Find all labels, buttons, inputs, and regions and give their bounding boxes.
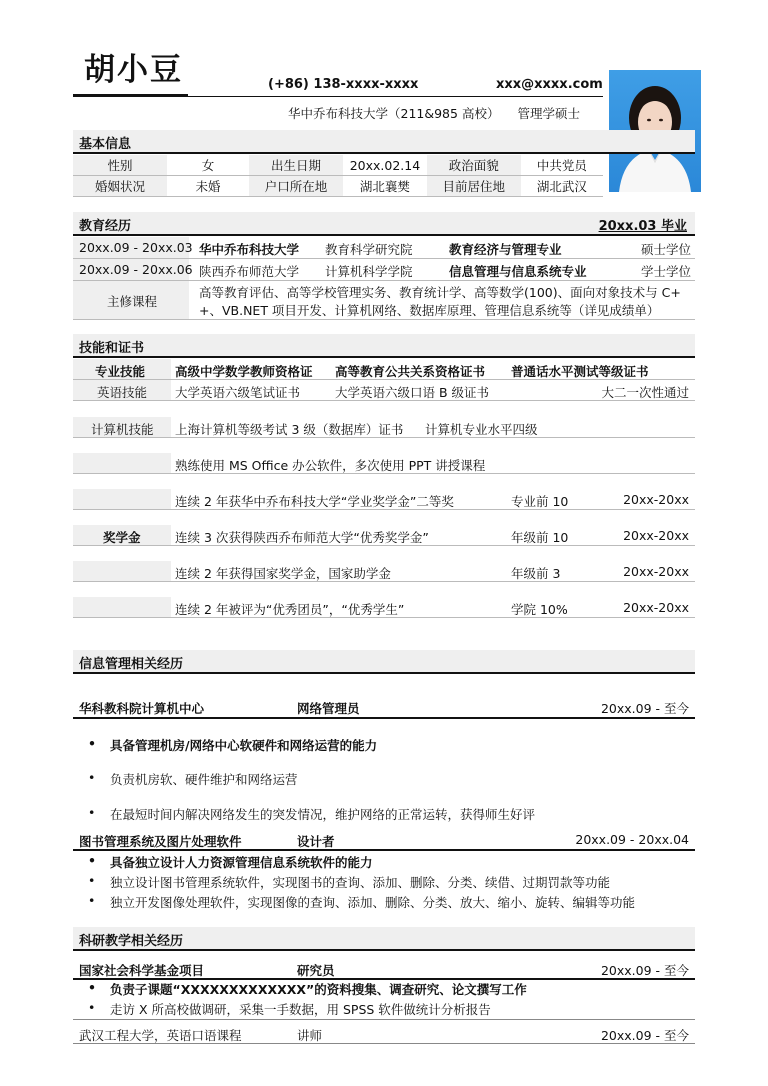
edu-date: 20xx.09 - 20xx.06: [79, 262, 193, 277]
list-item: • 走访 X 所高校做调研，采集一手数据，用 SPSS 软件做统计分析报告: [94, 1000, 491, 1018]
education-row: [73, 259, 695, 280]
list-item: • 在最短时间内解决网络发生的突发情况，维护网络的正常运转，获得师生好评: [94, 805, 535, 823]
value-cell: 湖北襄樊: [343, 176, 427, 197]
job-org: 图书管理系统及图片处理软件: [79, 834, 242, 849]
computer-label: 计算机技能: [91, 422, 154, 437]
divider: [73, 473, 695, 474]
section-skills: [73, 334, 695, 358]
computer-cert: 计算机专业水平四级: [425, 422, 538, 437]
divider: [73, 717, 695, 719]
divider: [73, 1019, 695, 1020]
computer-row: [73, 453, 695, 473]
award-row: [73, 489, 695, 509]
job-role: 设计者: [297, 834, 335, 849]
section-title: 技能和证书: [79, 341, 145, 356]
value-cell: 湖北武汉: [521, 176, 603, 197]
award-date: 20xx-20xx: [623, 600, 689, 615]
edu-dept: 计算机科学学院: [325, 264, 413, 279]
list-item: • 独立开发图像处理软件，实现图像的查询、添加、删除、分类、放大、缩小、旋转、编辑等功能: [94, 893, 635, 911]
english-cert: 大学英语六级笔试证书: [175, 385, 301, 400]
computer-cert: 上海计算机等级考试 3 级（数据库）证书: [175, 422, 404, 437]
list-item: • 负责子课题“XXXXXXXXXXXXX”的资料搜集、调查研究、论文撰写工作: [94, 980, 527, 998]
courses-label: 主修课程: [107, 294, 158, 309]
award-date: 20xx-20xx: [623, 564, 689, 579]
job-date: 20xx.09 - 至今: [600, 701, 689, 716]
divider: [73, 617, 695, 618]
label-cell: 性别: [73, 155, 167, 176]
section-info-management: [73, 650, 695, 674]
award-rank: 年级前 3: [511, 566, 561, 581]
edu-degree: 硕士学位: [640, 242, 691, 257]
job-header: [73, 829, 695, 849]
label-cell: 婚姻状况: [73, 176, 167, 197]
divider: [73, 437, 695, 438]
computer-skill: 熟练使用 MS Office 办公软件，多次使用 PPT 讲授课程: [175, 458, 486, 473]
english-cert: 大学英语六级口语 B 级证书: [335, 385, 490, 400]
edu-school: 华中乔布科技大学: [199, 242, 300, 257]
section-title: 基本信息: [79, 137, 132, 152]
job-role: 研究员: [297, 963, 335, 978]
header-degree: 管理学硕士: [517, 106, 580, 121]
table-row: [73, 155, 603, 176]
list-item: • 具备独立设计人力资源管理信息系统软件的能力: [94, 853, 373, 871]
courses-line-1: 高等教育评估、高等学校管理实务、教育统计学、高等数学(100)、面向对象技术与 C+: [199, 285, 681, 300]
certificate: 高级中学数学教师资格证: [175, 364, 313, 379]
award-rank: 年级前 10: [511, 530, 569, 545]
label-cell: 出生日期: [249, 155, 343, 176]
section-basic-info: [73, 130, 695, 154]
header-school: 华中乔布科技大学（211&985 高校）: [288, 106, 500, 121]
divider: [73, 1043, 695, 1044]
section-title: 信息管理相关经历: [79, 657, 184, 672]
edu-major: 教育经济与管理专业: [449, 242, 562, 257]
courses-row: [73, 281, 695, 319]
edu-school: 陕西乔布师范大学: [199, 264, 300, 279]
award-text: 连续 2 年被评为“优秀团员”，“优秀学生”: [175, 602, 405, 617]
section-title: 教育经历: [79, 219, 132, 234]
label-cell: 户口所在地: [249, 176, 343, 197]
award-rank: 学院 10%: [511, 602, 568, 617]
job-org: 国家社会科学基金项目: [79, 963, 205, 978]
certificate: 高等教育公共关系资格证书: [335, 364, 486, 379]
divider: [73, 849, 695, 851]
english-row: [73, 380, 695, 400]
computer-row: [73, 417, 695, 437]
job-org: 华科教科院计算机中心: [79, 701, 205, 716]
divider: [73, 581, 695, 582]
award-row: [73, 525, 695, 545]
divider: [73, 509, 695, 510]
section-education: [73, 212, 695, 236]
job-header: [73, 696, 695, 716]
edu-date: 20xx.09 - 20xx.03: [79, 240, 193, 255]
courses-line-2: +、VB.NET 项目开发、计算机网络、数据库原理、管理信息系统等（详见成绩单）: [199, 303, 660, 318]
value-cell: 未婚: [167, 176, 249, 197]
award-row: [73, 561, 695, 581]
english-label: 英语技能: [97, 385, 148, 400]
award-text: 连续 2 年获华中乔布科技大学“学业奖学金”二等奖: [175, 494, 454, 509]
job-header: [73, 958, 695, 978]
table-row: [73, 176, 603, 197]
job-org: 武汉工程大学，英语口语课程: [79, 1028, 242, 1043]
job-date: 20xx.09 - 20xx.04: [575, 832, 689, 847]
job-date: 20xx.09 - 至今: [600, 963, 689, 978]
skills-header-row: [73, 359, 695, 379]
job-role: 网络管理员: [297, 701, 360, 716]
divider: [73, 319, 695, 320]
award-rank: 专业前 10: [511, 494, 569, 509]
phone-number: (+86) 138-xxxx-xxxx: [268, 77, 419, 92]
basic-info-table: [73, 155, 603, 197]
value-cell: 女: [167, 155, 249, 176]
email-address: xxx@xxxx.com: [496, 77, 603, 92]
edu-dept: 教育科学研究院: [325, 242, 413, 257]
section-title: 科研教学相关经历: [79, 934, 184, 949]
award-row: [73, 597, 695, 617]
header-divider: [73, 96, 603, 97]
list-item: • 独立设计图书管理系统软件，实现图书的查询、添加、删除、分类、续借、过期罚款等功能: [94, 873, 610, 891]
header-education: [288, 104, 594, 122]
award-text: 连续 3 次获得陕西乔布师范大学“优秀奖学金”: [175, 530, 429, 545]
divider: [73, 545, 695, 546]
candidate-name: 胡小豆: [84, 52, 183, 88]
skills-label: 专业技能: [95, 364, 146, 379]
english-note: 大二一次性通过: [601, 385, 689, 400]
section-research: [73, 927, 695, 951]
award-date: 20xx-20xx: [623, 492, 689, 507]
value-cell: 20xx.02.14: [343, 155, 427, 176]
graduation-date: 20xx.03 毕业: [598, 219, 687, 234]
label-cell: 政治面貌: [427, 155, 521, 176]
job-header: [73, 1023, 695, 1043]
certificate: 普通话水平测试等级证书: [511, 364, 649, 379]
award-text: 连续 2 年获得国家奖学金，国家助学金: [175, 566, 391, 581]
edu-degree: 学士学位: [640, 264, 691, 279]
job-role: 讲师: [297, 1028, 323, 1043]
list-item: • 具备管理机房/网络中心软硬件和网络运营的能力: [94, 736, 377, 754]
award-date: 20xx-20xx: [623, 528, 689, 543]
edu-major: 信息管理与信息系统专业: [449, 264, 587, 279]
list-item: • 负责机房软、硬件维护和网络运营: [94, 770, 298, 788]
divider: [73, 400, 695, 401]
job-date: 20xx.09 - 至今: [600, 1028, 689, 1043]
education-row: [73, 237, 695, 258]
award-label: 奖学金: [103, 530, 141, 545]
label-cell: 目前居住地: [427, 176, 521, 197]
value-cell: 中共党员: [521, 155, 603, 176]
